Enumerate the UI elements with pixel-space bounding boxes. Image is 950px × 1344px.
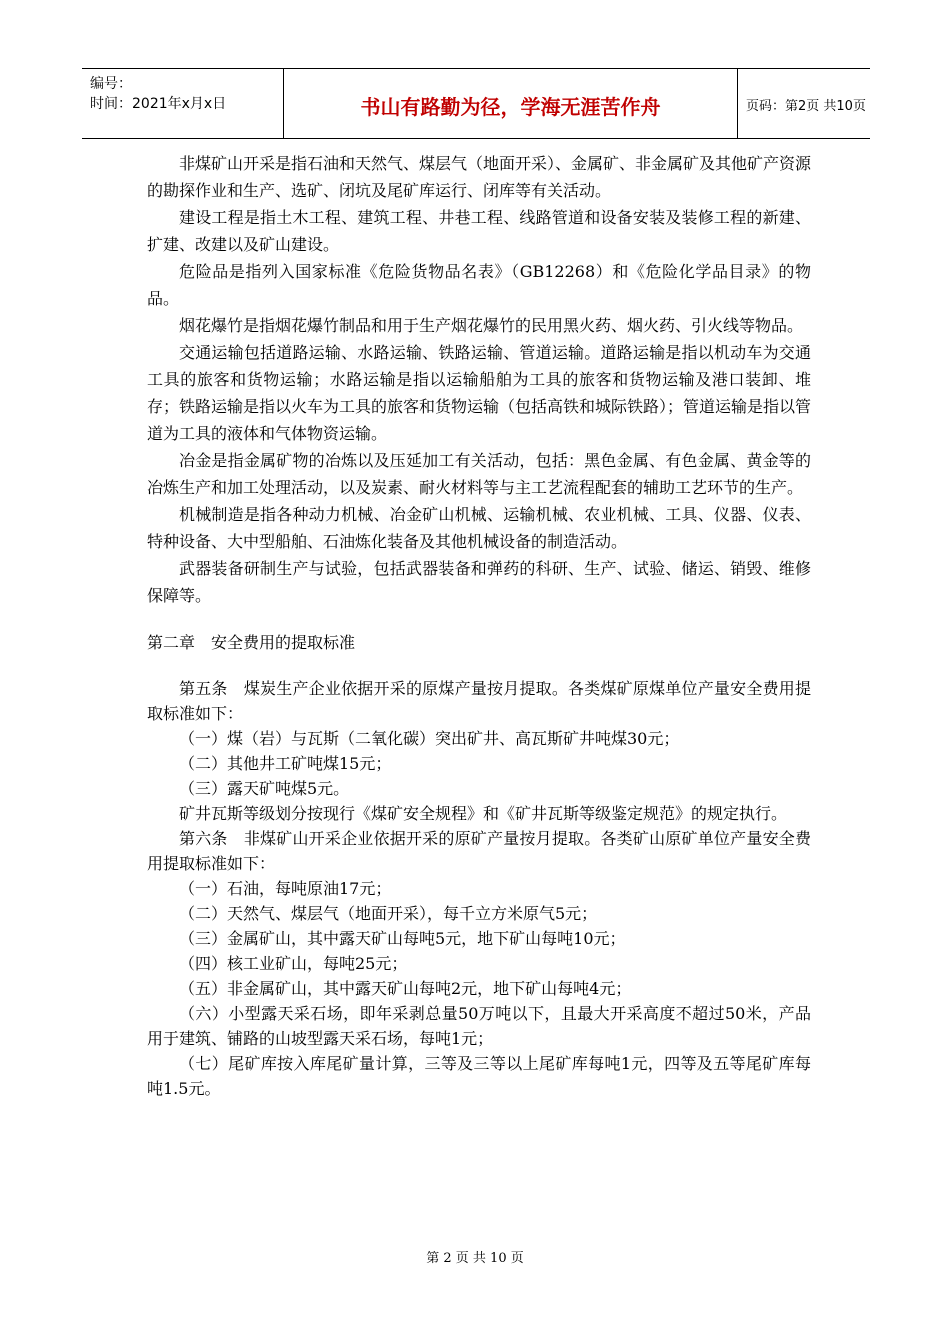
document-body	[147, 150, 811, 1101]
paragraph: 冶金是指金属矿物的冶炼以及压延加工有关活动，包括：黑色金属、有色金属、黄金等的冶炼生产和加工处理活动，以及炭素、耐火材料等与主工艺流程配套的辅助工艺环节的生产。	[147, 451, 811, 497]
article-6-item: （五）非金属矿山，其中露天矿山每吨2元，地下矿山每吨4元；	[179, 979, 632, 998]
paragraph: 武器装备研制生产与试验，包括武器装备和弹药的科研、生产、试验、储运、销毁、维修保障等。	[147, 559, 811, 605]
article-5-item: （二）其他井工矿吨煤15元；	[179, 754, 392, 773]
article-6-item: （四）核工业矿山，每吨25元；	[179, 954, 408, 973]
motto: 书山有路勤为径，学海无涯苦作舟	[360, 95, 661, 119]
header-page-cell	[738, 69, 870, 138]
date-label: 时间：2021年x月x日	[90, 96, 227, 112]
page-header	[82, 68, 870, 139]
page-footer: 第 2 页 共 10 页	[426, 1251, 524, 1266]
article-5-item: （一）煤（岩）与瓦斯（二氧化碳）突出矿井、高瓦斯矿井吨煤30元；	[179, 729, 680, 748]
page-label: 页码：第2页 共10页	[746, 99, 866, 114]
article-5-intro: 第五条 煤炭生产企业依据开采的原煤产量按月提取。各类煤矿原煤单位产量安全费用提取标准如下：	[147, 679, 811, 723]
article-6-item: （六）小型露天采石场，即年采剥总量50万吨以下，且最大开采高度不超过50米，产品用于建筑、铺路的山坡型露天采石场，每吨1元；	[147, 1004, 811, 1048]
article-6-item: （二）天然气、煤层气（地面开采），每千立方米原气5元；	[179, 904, 598, 923]
header-meta	[82, 69, 284, 138]
paragraph: 非煤矿山开采是指石油和天然气、煤层气（地面开采）、金属矿、非金属矿及其他矿产资源的勘探作业和生产、选矿、闭坑及尾矿库运行、闭库等有关活动。	[147, 154, 812, 200]
paragraph: 烟花爆竹是指烟花爆竹制品和用于生产烟花爆竹的民用黑火药、烟火药、引火线等物品。	[179, 316, 804, 335]
chapter-title: 第二章 安全费用的提取标准	[147, 633, 356, 652]
article-6-item: （三）金属矿山，其中露天矿山每吨5元，地下矿山每吨10元；	[179, 929, 626, 948]
article-5-note: 矿井瓦斯等级划分按现行《煤矿安全规程》和《矿井瓦斯等级鉴定规范》的规定执行。	[179, 804, 788, 823]
paragraph: 建设工程是指土木工程、建筑工程、井巷工程、线路管道和设备安装及装修工程的新建、扩建、改建以及矿山建设。	[147, 208, 811, 254]
paragraph: 危险品是指列入国家标准《危险货物品名表》（GB12268）和《危险化学品目录》的物品。	[147, 262, 811, 308]
article-6-item: （一）石油，每吨原油17元；	[179, 879, 392, 898]
header-motto-cell	[284, 69, 738, 138]
spacer	[147, 656, 811, 676]
article-6-item: （七）尾矿库按入库尾矿量计算，三等及三等以上尾矿库每吨1元，四等及五等尾矿库每吨1.5元。	[147, 1054, 811, 1098]
spacer	[147, 609, 811, 629]
paragraph: 交通运输包括道路运输、水路运输、铁路运输、管道运输。道路运输是指以机动车为交通工具的旅客和货物运输；水路运输是指以运输船舶为工具的旅客和货物运输及港口装卸、堆存；铁路运输是指以火车为工具的旅客和货物运输（包括高铁和城际铁路）；管道运输是指以管道为工具的液体和气体物资运输。	[147, 343, 812, 443]
article-5-item: （三）露天矿吨煤5元。	[179, 779, 350, 798]
article-6-intro: 第六条 非煤矿山开采企业依据开采的原矿产量按月提取。各类矿山原矿单位产量安全费用提取标准如下：	[147, 829, 811, 873]
paragraph: 机械制造是指各种动力机械、冶金矿山机械、运输机械、农业机械、工具、仪器、仪表、特种设备、大中型船舶、石油炼化装备及其他机械设备的制造活动。	[147, 505, 811, 551]
number-label: 编号：	[90, 76, 132, 92]
